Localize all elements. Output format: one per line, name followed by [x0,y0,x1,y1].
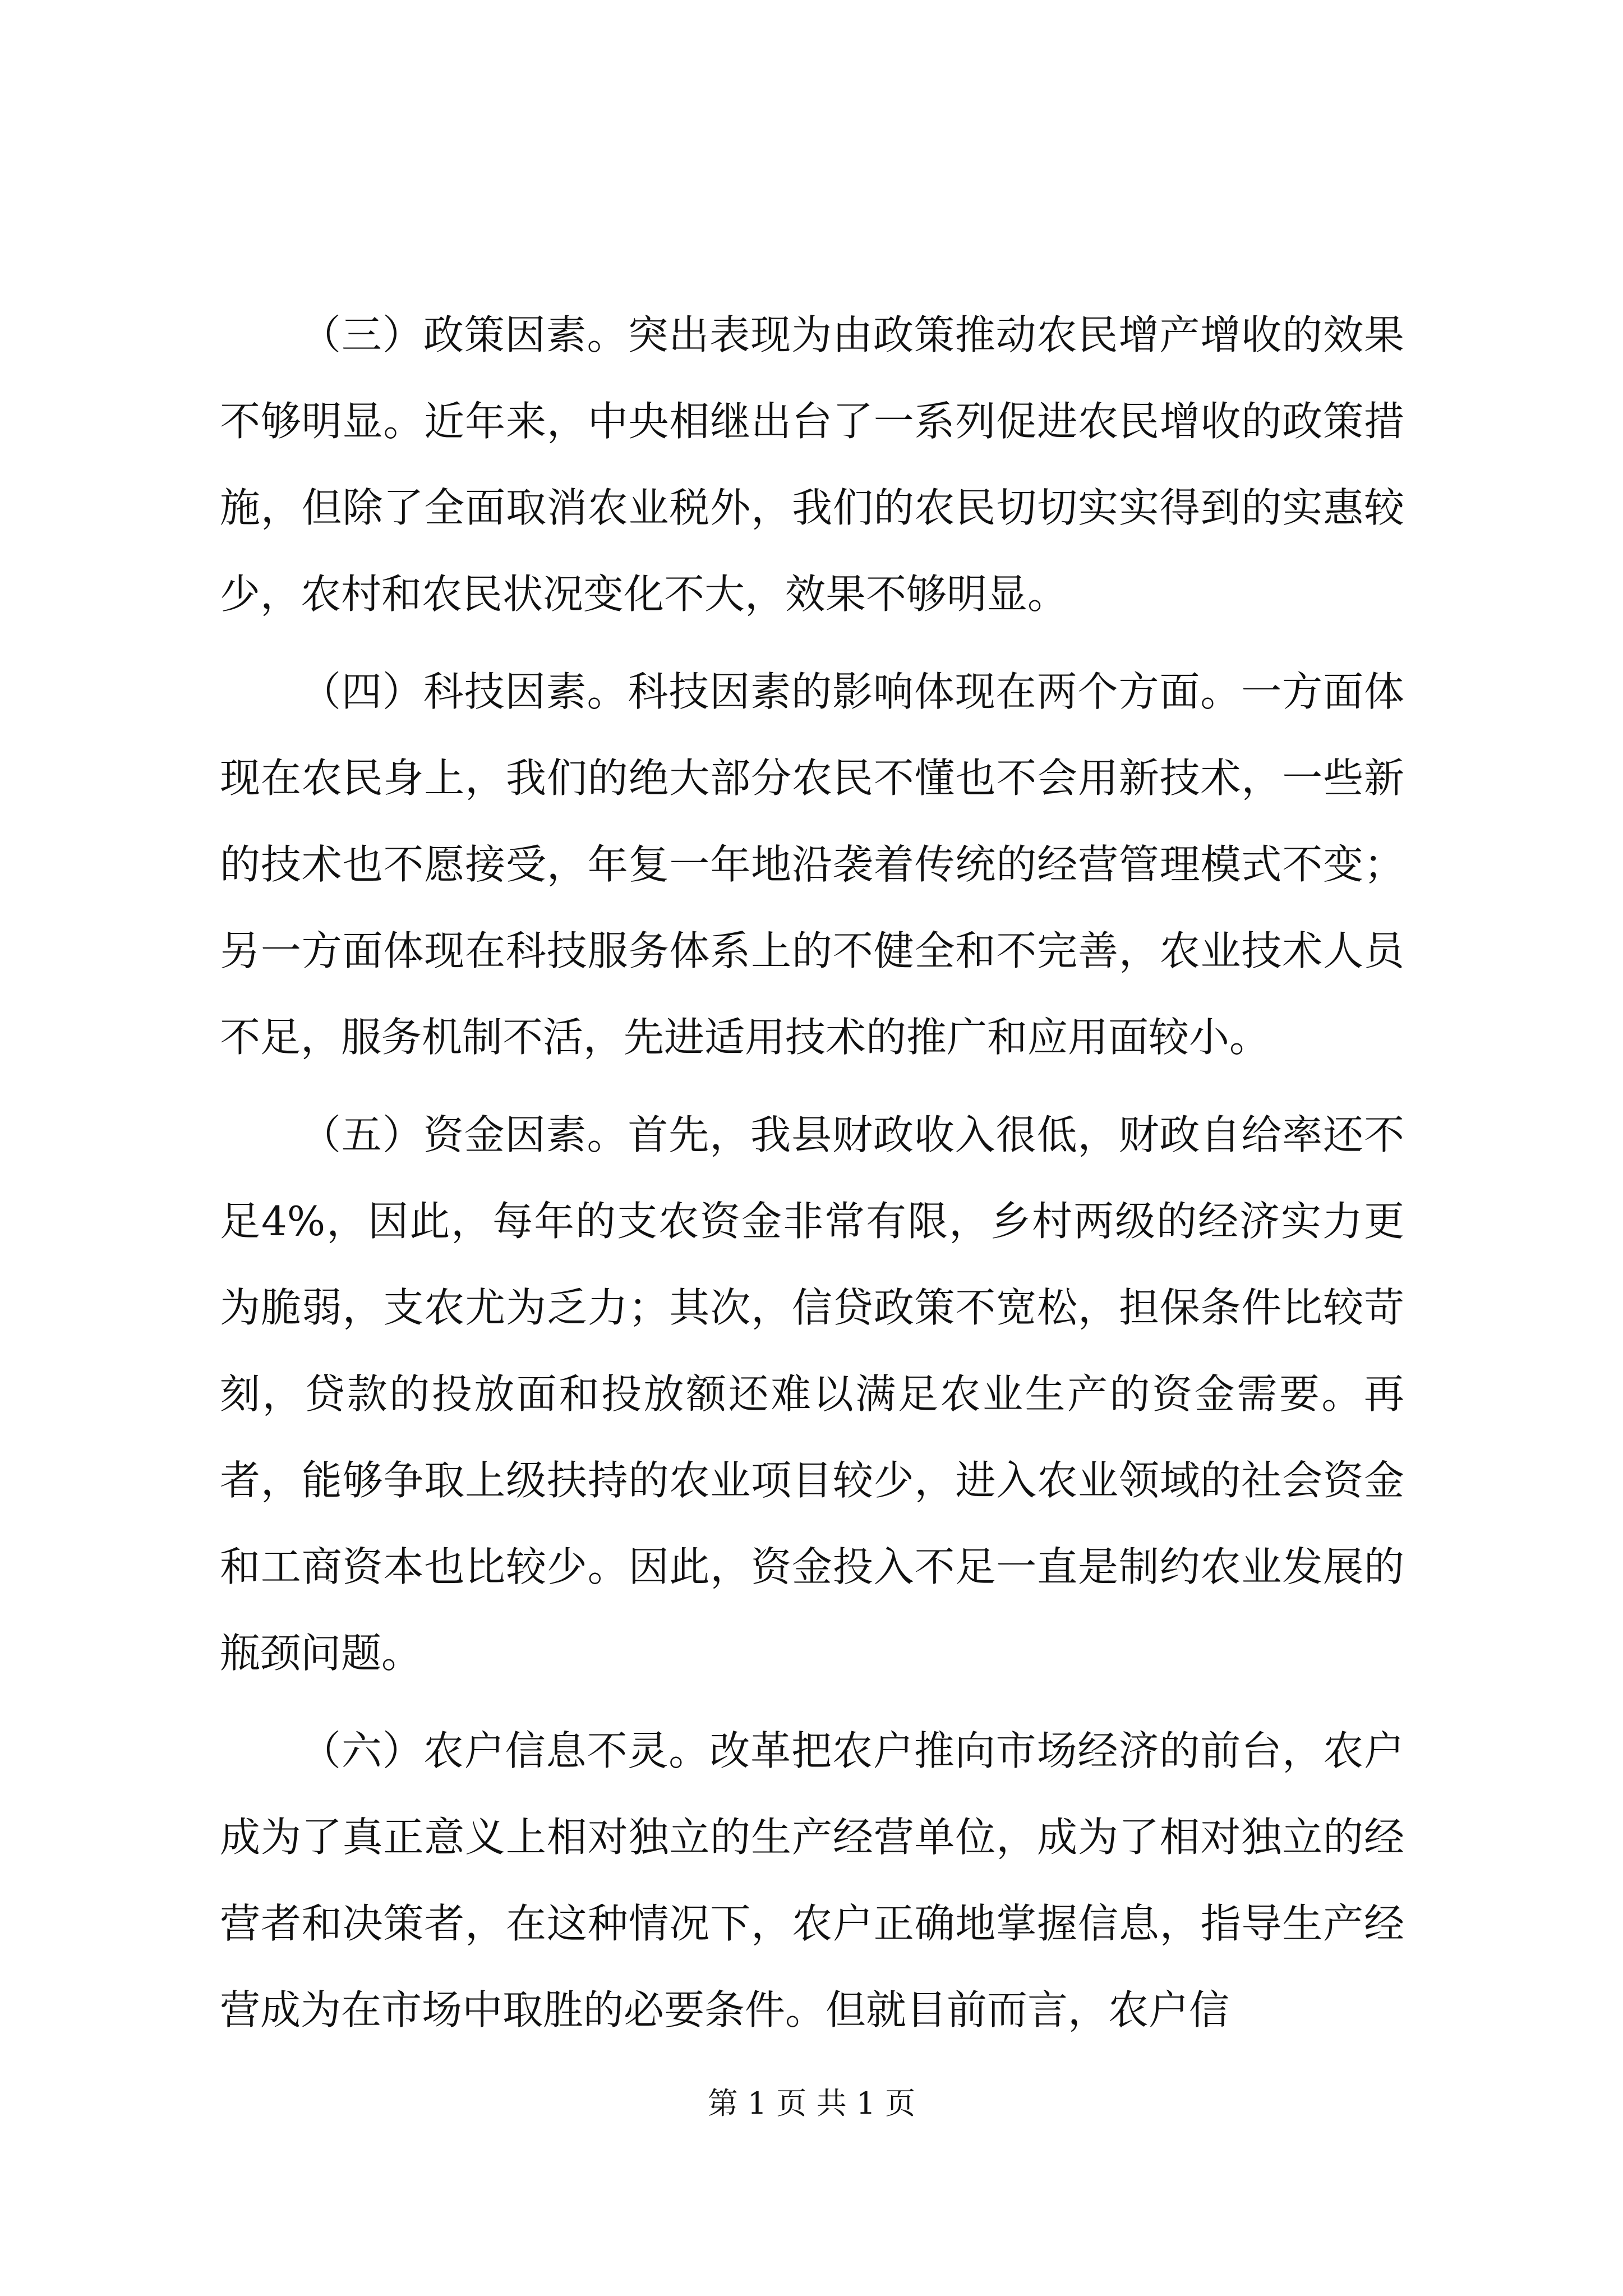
paragraph-policy-factor: （三）政策因素。突出表现为由政策推动农民增产增收的效果不够明显。近年来，中央相继出台了一系列促进农民增收的政策措施，但除了全面取消农业税外，我们的农民切切实实得到的实惠较少，农村和农民状况变化不大，效果不够明显。 [220,311,1404,618]
page-footer: 第 1 页 共 1 页 [707,2086,916,2121]
paragraph-information-factor: （六）农户信息不灵。改革把农户推向市场经济的前台，农户成为了真正意义上相对独立的生产经营单位，成为了相对独立的经营者和决策者，在这种情况下，农户正确地掌握信息，指导生产经营成为在市场中取胜的必要条件。但就目前而言，农户信 [220,1727,1404,2033]
paragraph-technology-factor: （四）科技因素。科技因素的影响体现在两个方面。一方面体现在农民身上，我们的绝大部分农民不懂也不会用新技术，一些新的技术也不愿接受，年复一年地沿袭着传统的经营管理模式不变；另一方面体现在科技服务体系上的不健全和不完善，农业技术人员不足，服务机制不活，先进适用技术的推广和应用面较小。 [220,668,1404,1061]
document-body [220,292,1404,2064]
paragraph-capital-factor: （五）资金因素。首先，我县财政收入很低，财政自给率还不足4%，因此，每年的支农资金非常有限，乡村两级的经济实力更为脆弱，支农尤为乏力；其次，信贷政策不宽松，担保条件比较苛刻，贷款的投放面和投放额还难以满足农业生产的资金需要。再者，能够争取上级扶持的农业项目较少，进入农业领域的社会资金和工商资本也比较少。因此，资金投入不足一直是制约农业发展的瓶颈问题。 [220,1111,1404,1677]
